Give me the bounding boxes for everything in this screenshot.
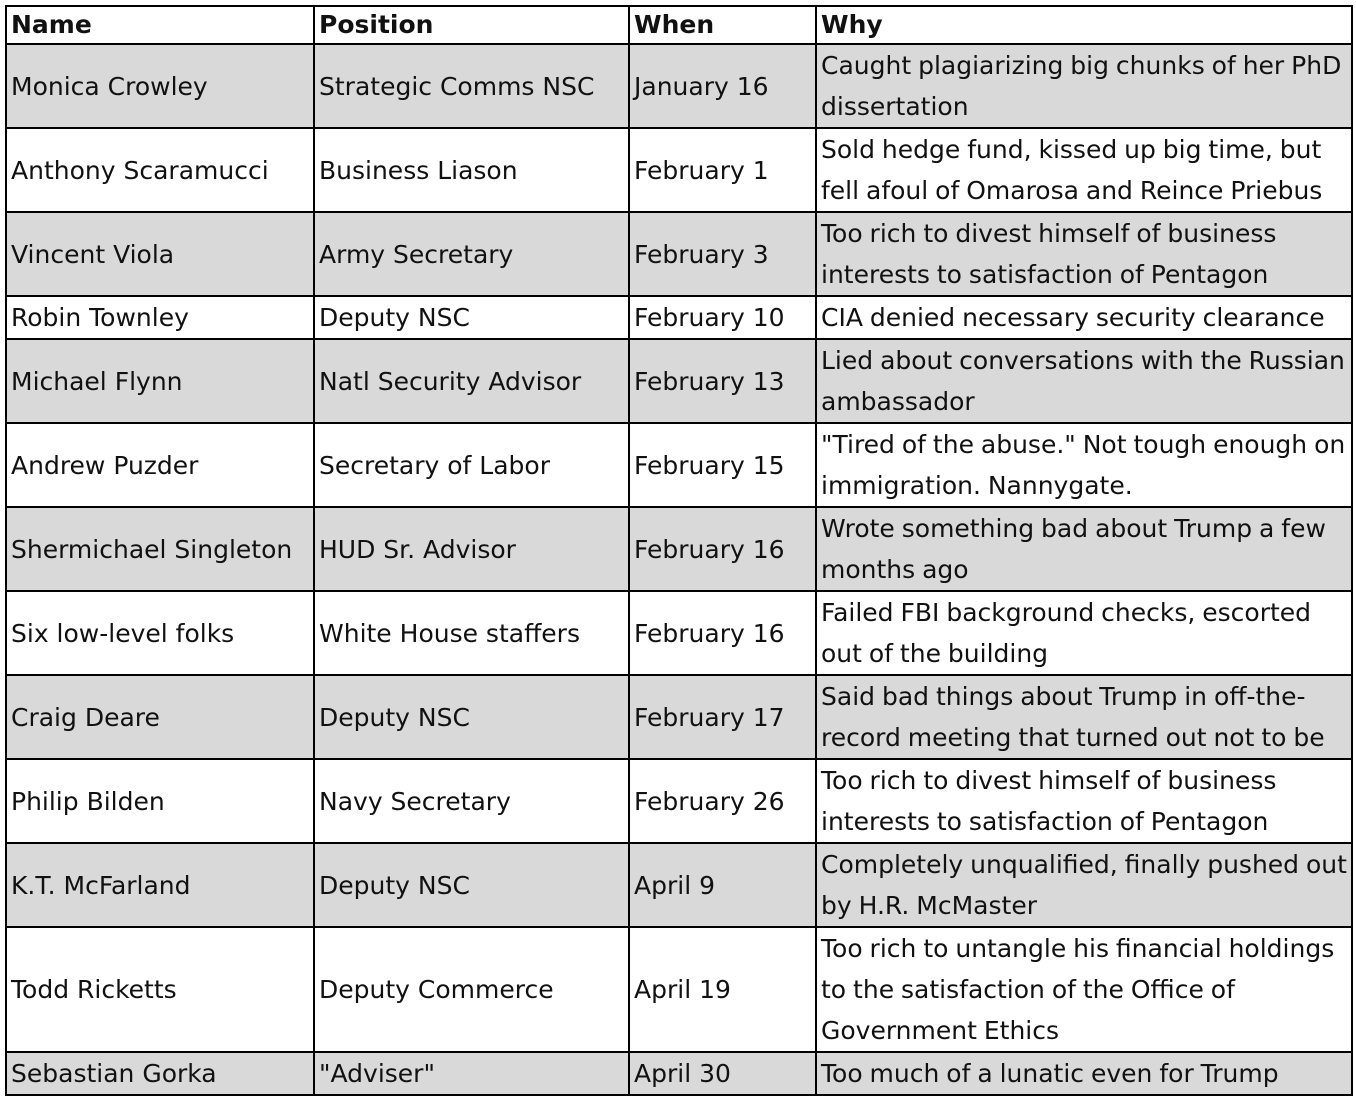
- cell-why: Completely unqualified, finally pushed out by H.R. McMaster: [816, 843, 1352, 927]
- cell-name: Todd Ricketts: [6, 927, 314, 1052]
- cell-why: Sold hedge fund, kissed up big time, but fell afoul of Omarosa and Reince Priebus: [816, 128, 1352, 212]
- cell-why: Too rich to untangle his financial holdings to the satisfaction of the Office of Government Ethics: [816, 927, 1352, 1052]
- cell-name: Six low-level folks: [6, 591, 314, 675]
- table-row: [6, 423, 1352, 507]
- table-row: [6, 675, 1352, 759]
- table-row: [6, 339, 1352, 423]
- header-position: Position: [314, 6, 629, 44]
- cell-when: April 9: [629, 843, 816, 927]
- cell-when: February 10: [629, 296, 816, 339]
- table-body: [6, 44, 1352, 1095]
- spreadsheet: [5, 5, 1353, 1096]
- cell-why: Failed FBI background checks, escorted out of the building: [816, 591, 1352, 675]
- table-row: [6, 591, 1352, 675]
- cell-why: Said bad things about Trump in off-the-record meeting that turned out not to be: [816, 675, 1352, 759]
- cell-position: HUD Sr. Advisor: [314, 507, 629, 591]
- table-header: [6, 6, 1352, 44]
- cell-name: Craig Deare: [6, 675, 314, 759]
- cell-when: February 16: [629, 507, 816, 591]
- cell-when: April 19: [629, 927, 816, 1052]
- cell-when: April 30: [629, 1052, 816, 1095]
- header-when: When: [629, 6, 816, 44]
- cell-name: Vincent Viola: [6, 212, 314, 296]
- cell-when: January 16: [629, 44, 816, 128]
- cell-name: Anthony Scaramucci: [6, 128, 314, 212]
- cell-name: Philip Bilden: [6, 759, 314, 843]
- cell-when: February 16: [629, 591, 816, 675]
- cell-why: Too much of a lunatic even for Trump: [816, 1052, 1352, 1095]
- cell-position: Strategic Comms NSC: [314, 44, 629, 128]
- cell-when: February 3: [629, 212, 816, 296]
- cell-name: K.T. McFarland: [6, 843, 314, 927]
- cell-position: Natl Security Advisor: [314, 339, 629, 423]
- table-row: [6, 843, 1352, 927]
- cell-why: CIA denied necessary security clearance: [816, 296, 1352, 339]
- table-row: [6, 927, 1352, 1052]
- cell-name: Robin Townley: [6, 296, 314, 339]
- header-name: Name: [6, 6, 314, 44]
- cell-why: Lied about conversations with the Russian ambassador: [816, 339, 1352, 423]
- cell-when: February 26: [629, 759, 816, 843]
- header-row: [6, 6, 1352, 44]
- table-row: [6, 212, 1352, 296]
- cell-name: Shermichael Singleton: [6, 507, 314, 591]
- cell-when: February 17: [629, 675, 816, 759]
- cell-position: White House staffers: [314, 591, 629, 675]
- cell-position: Business Liason: [314, 128, 629, 212]
- cell-position: Secretary of Labor: [314, 423, 629, 507]
- table-row: [6, 759, 1352, 843]
- cell-name: Monica Crowley: [6, 44, 314, 128]
- header-why: Why: [816, 6, 1352, 44]
- table-row: [6, 128, 1352, 212]
- cell-name: Sebastian Gorka: [6, 1052, 314, 1095]
- table-row: [6, 1052, 1352, 1095]
- cell-why: Caught plagiarizing big chunks of her PhD dissertation: [816, 44, 1352, 128]
- cell-position: Deputy NSC: [314, 675, 629, 759]
- cell-why: Too rich to divest himself of business interests to satisfaction of Pentagon: [816, 759, 1352, 843]
- cell-when: February 13: [629, 339, 816, 423]
- cell-name: Andrew Puzder: [6, 423, 314, 507]
- cell-position: Navy Secretary: [314, 759, 629, 843]
- table-row: [6, 296, 1352, 339]
- cell-why: Too rich to divest himself of business interests to satisfaction of Pentagon: [816, 212, 1352, 296]
- cell-position: "Adviser": [314, 1052, 629, 1095]
- cell-why: Wrote something bad about Trump a few months ago: [816, 507, 1352, 591]
- table-row: [6, 44, 1352, 128]
- cell-position: Deputy Commerce: [314, 927, 629, 1052]
- table-row: [6, 507, 1352, 591]
- departures-table: [5, 5, 1353, 1096]
- cell-when: February 15: [629, 423, 816, 507]
- cell-position: Deputy NSC: [314, 296, 629, 339]
- cell-why: "Tired of the abuse." Not tough enough on immigration. Nannygate.: [816, 423, 1352, 507]
- cell-name: Michael Flynn: [6, 339, 314, 423]
- cell-position: Deputy NSC: [314, 843, 629, 927]
- cell-when: February 1: [629, 128, 816, 212]
- cell-position: Army Secretary: [314, 212, 629, 296]
